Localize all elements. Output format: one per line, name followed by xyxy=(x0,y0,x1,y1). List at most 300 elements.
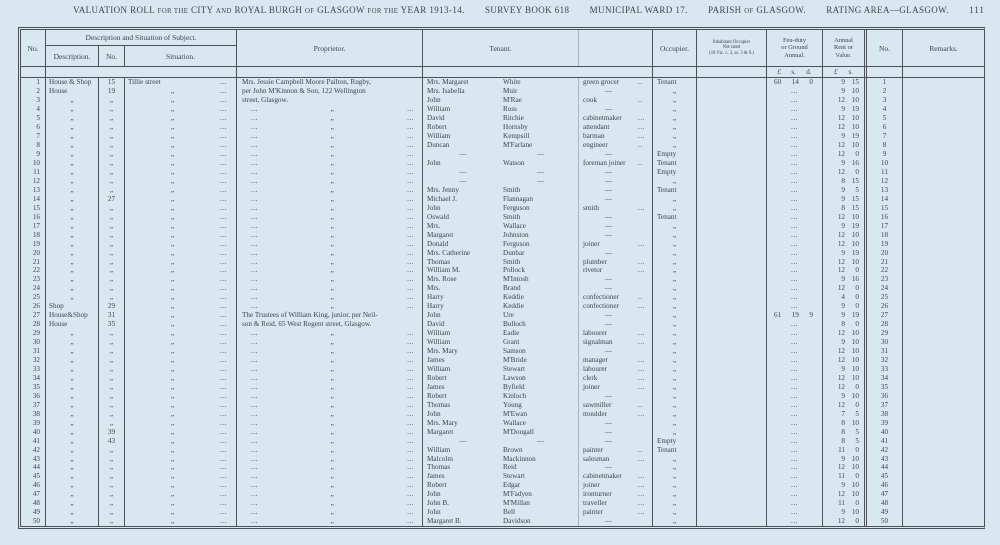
cell-situation xyxy=(125,481,237,490)
table-row xyxy=(21,329,984,338)
cell-remarks xyxy=(903,275,984,284)
cell-remarks xyxy=(903,87,984,96)
cell-feu-duty: ... xyxy=(767,436,823,445)
rent-shillings: 19 xyxy=(851,221,859,230)
situation-text: „ xyxy=(170,508,175,517)
situation-text: „ xyxy=(170,338,175,347)
table-row xyxy=(21,427,984,436)
tenant-occupation-group xyxy=(579,365,652,374)
cell-situation xyxy=(125,391,237,400)
rent-shillings: 10 xyxy=(851,257,859,266)
cell-remarks xyxy=(903,203,984,212)
tenant-occupation-group xyxy=(579,481,652,490)
cell-description: „ xyxy=(46,176,99,185)
cell-record-no: 8 xyxy=(21,141,46,150)
cell-house-no: „ xyxy=(99,400,125,409)
cell-no-right: 24 xyxy=(864,284,903,293)
cell-record-no: 36 xyxy=(21,391,46,400)
cell-annual-rent xyxy=(823,338,864,347)
cell-tenant xyxy=(423,266,653,275)
masthead-word: YEAR 1913-14. xyxy=(400,5,465,15)
ditto-or-dots: „ xyxy=(330,463,335,472)
cell-situation xyxy=(125,490,237,499)
situation-text: „ xyxy=(170,409,175,418)
tenant-occupation: — xyxy=(604,436,613,445)
leader-dots: ... xyxy=(638,356,645,365)
ditto-or-dots: „ xyxy=(330,105,335,114)
cell-situation xyxy=(125,517,237,526)
leader-dots: ... xyxy=(220,364,227,373)
cell-remarks xyxy=(903,123,984,132)
ditto-or-dots: „ xyxy=(330,373,335,382)
cell-situation xyxy=(125,365,237,374)
ditto-or-dots: „ xyxy=(330,132,335,141)
ditto-or-dots: ... xyxy=(251,150,258,159)
cell-occupier: „ xyxy=(653,365,697,374)
tenant-forename: Thomas xyxy=(427,463,451,472)
tenant-occupation-group xyxy=(579,454,652,463)
ditto-or-dots: „ xyxy=(330,212,335,221)
cell-no-right: 46 xyxy=(864,481,903,490)
cell-record-no: 19 xyxy=(21,239,46,248)
tenant-occupation: confectioner xyxy=(583,293,619,302)
cell-remarks xyxy=(903,472,984,481)
ditto-or-dots: ... xyxy=(407,499,414,508)
money-spacer xyxy=(21,67,46,77)
situation-text: „ xyxy=(170,114,175,123)
ditto-or-dots: „ xyxy=(330,185,335,194)
cell-house-no: 43 xyxy=(99,436,125,445)
cell-situation xyxy=(125,78,237,87)
cell-situation xyxy=(125,302,237,311)
situation-text: „ xyxy=(170,382,175,391)
cell-record-no: 45 xyxy=(21,472,46,481)
col-header-record-no: No. xyxy=(21,30,46,66)
tenant-surname: Muir xyxy=(503,87,579,96)
cell-tenant xyxy=(423,123,653,132)
leader-dots: ... xyxy=(220,132,227,141)
rent-pounds: 12 xyxy=(837,123,845,132)
situation-text: „ xyxy=(170,132,175,141)
situation-text: „ xyxy=(170,96,175,105)
cell-house-no: „ xyxy=(99,347,125,356)
leader-dots: ... xyxy=(220,409,227,418)
cell-remarks xyxy=(903,365,984,374)
leader-dots: ... xyxy=(220,454,227,463)
cell-proprietor xyxy=(237,141,423,150)
leader-dots: ... xyxy=(220,508,227,517)
ditto-or-dots: ... xyxy=(407,176,414,185)
tenant-surname: — xyxy=(503,176,579,185)
rent-shillings: 10 xyxy=(851,463,859,472)
cell-description: „ xyxy=(46,239,99,248)
table-row xyxy=(21,105,984,114)
cell-inhabitant-occupier xyxy=(697,427,767,436)
cell-situation xyxy=(125,356,237,365)
cell-description: „ xyxy=(46,472,99,481)
cell-inhabitant-occupier xyxy=(697,78,767,87)
cell-record-no: 18 xyxy=(21,230,46,239)
tenant-surname: Eadie xyxy=(503,329,579,338)
cell-house-no: „ xyxy=(99,517,125,526)
table-row xyxy=(21,356,984,365)
cell-annual-rent xyxy=(823,311,864,320)
tenant-occupation-group xyxy=(579,373,652,382)
leader-dots: ... xyxy=(638,409,645,418)
cell-no-right: 3 xyxy=(864,96,903,105)
cell-house-no: „ xyxy=(99,472,125,481)
cell-record-no: 28 xyxy=(21,320,46,329)
tenant-occupation: — xyxy=(604,284,613,293)
rent-shillings: 10 xyxy=(851,329,859,338)
cell-description: „ xyxy=(46,185,99,194)
cell-inhabitant-occupier xyxy=(697,382,767,391)
cell-proprietor xyxy=(237,123,423,132)
cell-description: „ xyxy=(46,445,99,454)
cell-house-no: „ xyxy=(99,203,125,212)
rent-pounds: 8 xyxy=(841,320,845,329)
situation-text: „ xyxy=(170,463,175,472)
cell-remarks xyxy=(903,185,984,194)
cell-occupier: „ xyxy=(653,230,697,239)
rent-shillings: 0 xyxy=(855,382,859,391)
money-spacer xyxy=(864,67,903,77)
ditto-or-dots: ... xyxy=(407,454,414,463)
table-row xyxy=(21,499,984,508)
cell-situation xyxy=(125,221,237,230)
ditto-or-dots: ... xyxy=(251,490,258,499)
cell-house-no: „ xyxy=(99,168,125,177)
tenant-forename: Mrs. Isabella xyxy=(427,87,465,96)
table-row xyxy=(21,266,984,275)
cell-feu-duty: ... xyxy=(767,499,823,508)
cell-record-no: 35 xyxy=(21,382,46,391)
cell-situation xyxy=(125,212,237,221)
rent-pounds: 12 xyxy=(837,257,845,266)
cell-feu-duty: ... xyxy=(767,293,823,302)
tenant-forename: — xyxy=(459,150,467,159)
cell-house-no: 19 xyxy=(99,87,125,96)
leader-dots: ... xyxy=(220,517,227,526)
ditto-or-dots: ... xyxy=(251,114,258,123)
cell-inhabitant-occupier xyxy=(697,293,767,302)
ditto-or-dots: ... xyxy=(251,141,258,150)
tenant-surname: Dunbar xyxy=(503,248,579,257)
cell-annual-rent xyxy=(823,221,864,230)
cell-situation xyxy=(125,382,237,391)
ditto-or-dots: ... xyxy=(407,463,414,472)
cell-record-no: 44 xyxy=(21,463,46,472)
cell-occupier: „ xyxy=(653,481,697,490)
tenant-occupation: green grocer xyxy=(583,78,620,87)
ditto-or-dots: ... xyxy=(251,123,258,132)
tenant-occupation: — xyxy=(604,463,613,472)
cell-no-right: 41 xyxy=(864,436,903,445)
tenant-forename: William xyxy=(427,445,451,454)
cell-feu-duty: ... xyxy=(767,320,823,329)
rent-pounds: 9 xyxy=(841,87,845,96)
situation-text: „ xyxy=(170,257,175,266)
cell-house-no: 39 xyxy=(99,427,125,436)
table-row xyxy=(21,168,984,177)
ditto-or-dots: „ xyxy=(330,490,335,499)
cell-description: „ xyxy=(46,436,99,445)
rent-shillings: 10 xyxy=(851,418,859,427)
cell-feu-duty: ... xyxy=(767,230,823,239)
leader-dots: ... xyxy=(638,481,645,490)
cell-house-no: „ xyxy=(99,266,125,275)
situation-text: „ xyxy=(170,517,175,526)
cell-situation xyxy=(125,311,237,320)
cell-occupier: „ xyxy=(653,311,697,320)
cell-house-no: „ xyxy=(99,338,125,347)
tenant-forename: James xyxy=(427,356,445,365)
tenant-occupation-group xyxy=(579,400,652,409)
ditto-or-dots: ... xyxy=(407,338,414,347)
rent-pounds: 12 xyxy=(837,230,845,239)
cell-proprietor xyxy=(237,275,423,284)
cell-record-no: 37 xyxy=(21,400,46,409)
ditto-or-dots: ... xyxy=(407,185,414,194)
situation-text: „ xyxy=(170,347,175,356)
table-row xyxy=(21,284,984,293)
tenant-forename: Mrs. Mary xyxy=(427,418,458,427)
rent-shillings: 10 xyxy=(851,239,859,248)
cell-feu-duty xyxy=(767,311,823,320)
cell-feu-duty: ... xyxy=(767,114,823,123)
cell-description: „ xyxy=(46,409,99,418)
cell-proprietor xyxy=(237,150,423,159)
tenant-occupation-group xyxy=(579,427,652,436)
ditto-or-dots: „ xyxy=(330,508,335,517)
cell-proprietor xyxy=(237,239,423,248)
ditto-or-dots: ... xyxy=(251,409,258,418)
tenant-surname: M'Fadyen xyxy=(503,490,579,499)
rent-pounds: 12 xyxy=(837,490,845,499)
cell-situation xyxy=(125,150,237,159)
cell-remarks xyxy=(903,293,984,302)
tenant-occupation: traveller xyxy=(583,499,607,508)
ditto-or-dots: ... xyxy=(251,382,258,391)
cell-inhabitant-occupier xyxy=(697,168,767,177)
situation-text: „ xyxy=(170,427,175,436)
situation-text: „ xyxy=(170,311,175,320)
tenant-forename: David xyxy=(427,114,445,123)
pound-sign: £ xyxy=(777,68,781,76)
cell-remarks xyxy=(903,481,984,490)
cell-tenant xyxy=(423,203,653,212)
ditto-or-dots: ... xyxy=(407,168,414,176)
table-row xyxy=(21,194,984,203)
cell-remarks xyxy=(903,463,984,472)
situation-text: „ xyxy=(170,400,175,409)
leader-dots: .. xyxy=(638,445,643,454)
ditto-or-dots: ... xyxy=(407,212,414,221)
table-row xyxy=(21,257,984,266)
cell-proprietor xyxy=(237,105,423,114)
cell-inhabitant-occupier xyxy=(697,472,767,481)
cell-tenant xyxy=(423,141,653,150)
ditto-or-dots: ... xyxy=(251,132,258,141)
cell-inhabitant-occupier xyxy=(697,329,767,338)
cell-remarks xyxy=(903,96,984,105)
tenant-occupation-group xyxy=(579,293,652,302)
tenant-forename: Mrs. Catherine xyxy=(427,248,471,257)
tenant-surname: Byfield xyxy=(503,382,579,391)
ditto-or-dots: ... xyxy=(407,221,414,230)
cell-annual-rent xyxy=(823,114,864,123)
rent-pounds: 12 xyxy=(837,266,845,275)
cell-annual-rent xyxy=(823,284,864,293)
tenant-occupation-group xyxy=(579,463,652,472)
tenant-forename: William xyxy=(427,132,451,141)
cell-situation xyxy=(125,427,237,436)
cell-proprietor xyxy=(237,114,423,123)
survey-book-label: SURVEY BOOK 618 xyxy=(484,5,570,15)
cell-house-no: „ xyxy=(99,257,125,266)
cell-record-no: 50 xyxy=(21,517,46,526)
tenant-occupation: — xyxy=(604,176,613,185)
rent-pounds: 12 xyxy=(837,96,845,105)
ditto-or-dots: ... xyxy=(407,409,414,418)
cell-description: „ xyxy=(46,275,99,284)
cell-proprietor: son & Reid, 65 West Regent street, Glasgow. xyxy=(237,320,423,329)
cell-no-right: 21 xyxy=(864,257,903,266)
cell-house-no: „ xyxy=(99,382,125,391)
cell-proprietor xyxy=(237,427,423,436)
cell-remarks xyxy=(903,356,984,365)
cell-house-no: „ xyxy=(99,490,125,499)
table-row xyxy=(21,96,984,105)
cell-house-no: „ xyxy=(99,141,125,150)
tenant-surname: Smith xyxy=(503,212,579,221)
tenant-surname: — xyxy=(503,168,579,177)
leader-dots: ... xyxy=(220,96,227,105)
tenant-occupation: plumber xyxy=(583,257,607,266)
tenant-occupation-group xyxy=(579,499,652,508)
cell-inhabitant-occupier xyxy=(697,203,767,212)
rent-pounds: 9 xyxy=(841,221,845,230)
table-row xyxy=(21,382,984,391)
cell-occupier: „ xyxy=(653,248,697,257)
tenant-occupation: painter xyxy=(583,445,603,454)
tenant-surname: Keddie xyxy=(503,302,579,311)
cell-tenant xyxy=(423,87,653,96)
rent-shillings: 10 xyxy=(851,481,859,490)
tenant-surname: Mackinnon xyxy=(503,454,579,463)
table-row xyxy=(21,365,984,374)
ditto-or-dots: „ xyxy=(330,418,335,427)
leader-dots: ... xyxy=(220,338,227,347)
cell-annual-rent xyxy=(823,266,864,275)
cell-remarks xyxy=(903,373,984,382)
tenant-occupation: — xyxy=(604,347,613,356)
ditto-or-dots: „ xyxy=(330,239,335,248)
cell-remarks xyxy=(903,517,984,526)
cell-no-right: 49 xyxy=(864,508,903,517)
cell-description: „ xyxy=(46,329,99,338)
cell-no-right: 19 xyxy=(864,239,903,248)
ditto-or-dots: „ xyxy=(330,481,335,490)
ditto-or-dots: „ xyxy=(330,203,335,212)
leader-dots: ... xyxy=(220,150,227,159)
leader-dots: .. xyxy=(638,141,643,150)
parish-label xyxy=(708,5,806,15)
rent-shillings: 16 xyxy=(851,159,859,168)
tenant-surname: Ure xyxy=(503,311,579,320)
cell-proprietor xyxy=(237,391,423,400)
tenant-occupation-group xyxy=(579,105,652,114)
tenant-surname: Wallace xyxy=(503,221,579,230)
cell-tenant xyxy=(423,481,653,490)
tenant-occupation-group xyxy=(579,347,652,356)
cell-proprietor xyxy=(237,212,423,221)
cell-annual-rent xyxy=(823,96,864,105)
tenant-occupation: joiner xyxy=(583,481,600,490)
tenant-occupation-group xyxy=(579,490,652,499)
ditto-or-dots: „ xyxy=(330,168,335,176)
rent-pounds: 8 xyxy=(841,418,845,427)
tenant-surname: Bulloch xyxy=(503,320,579,329)
cell-record-no: 43 xyxy=(21,454,46,463)
rent-pounds: 8 xyxy=(841,203,845,212)
cell-occupier: „ xyxy=(653,517,697,526)
leader-dots: ... xyxy=(220,481,227,490)
cell-tenant xyxy=(423,490,653,499)
ditto-or-dots: „ xyxy=(330,329,335,338)
tenant-occupation: — xyxy=(604,185,613,194)
rent-shillings: 0 xyxy=(855,150,859,159)
situation-text: „ xyxy=(170,293,175,302)
cell-house-no: „ xyxy=(99,275,125,284)
cell-no-right: 43 xyxy=(864,454,903,463)
cell-description: „ xyxy=(46,114,99,123)
cell-description: „ xyxy=(46,508,99,517)
cell-house-no: „ xyxy=(99,150,125,159)
cell-no-right: 4 xyxy=(864,105,903,114)
rent-pounds: 12 xyxy=(837,400,845,409)
rent-shillings: 10 xyxy=(851,114,859,123)
cell-tenant xyxy=(423,194,653,203)
tenant-surname: Ferguson xyxy=(503,203,579,212)
cell-tenant xyxy=(423,221,653,230)
cell-occupier: „ xyxy=(653,284,697,293)
cell-situation xyxy=(125,266,237,275)
tenant-occupation-group xyxy=(579,221,652,230)
leader-dots: ... xyxy=(220,194,227,203)
cell-inhabitant-occupier xyxy=(697,150,767,159)
tenant-occupation-group xyxy=(579,356,652,365)
situation-text: „ xyxy=(170,87,175,96)
leader-dots: ... xyxy=(220,302,227,311)
cell-occupier: „ xyxy=(653,132,697,141)
cell-record-no: 13 xyxy=(21,185,46,194)
table-row xyxy=(21,472,984,481)
inhabitant-line-3: (18 Vic. c. 3, ss. 3 & 9.) xyxy=(709,50,754,56)
rent-shillings: 0 xyxy=(855,400,859,409)
cell-remarks xyxy=(903,329,984,338)
ditto-or-dots: ... xyxy=(407,123,414,132)
cell-occupier: Tenant xyxy=(653,159,697,168)
cell-occupier: „ xyxy=(653,391,697,400)
cell-feu-duty: ... xyxy=(767,517,823,526)
cell-inhabitant-occupier xyxy=(697,338,767,347)
cell-house-no: „ xyxy=(99,365,125,374)
tenant-occupation-group xyxy=(579,78,652,87)
cell-tenant xyxy=(423,418,653,427)
leader-dots: ... xyxy=(220,284,227,293)
cell-inhabitant-occupier xyxy=(697,132,767,141)
